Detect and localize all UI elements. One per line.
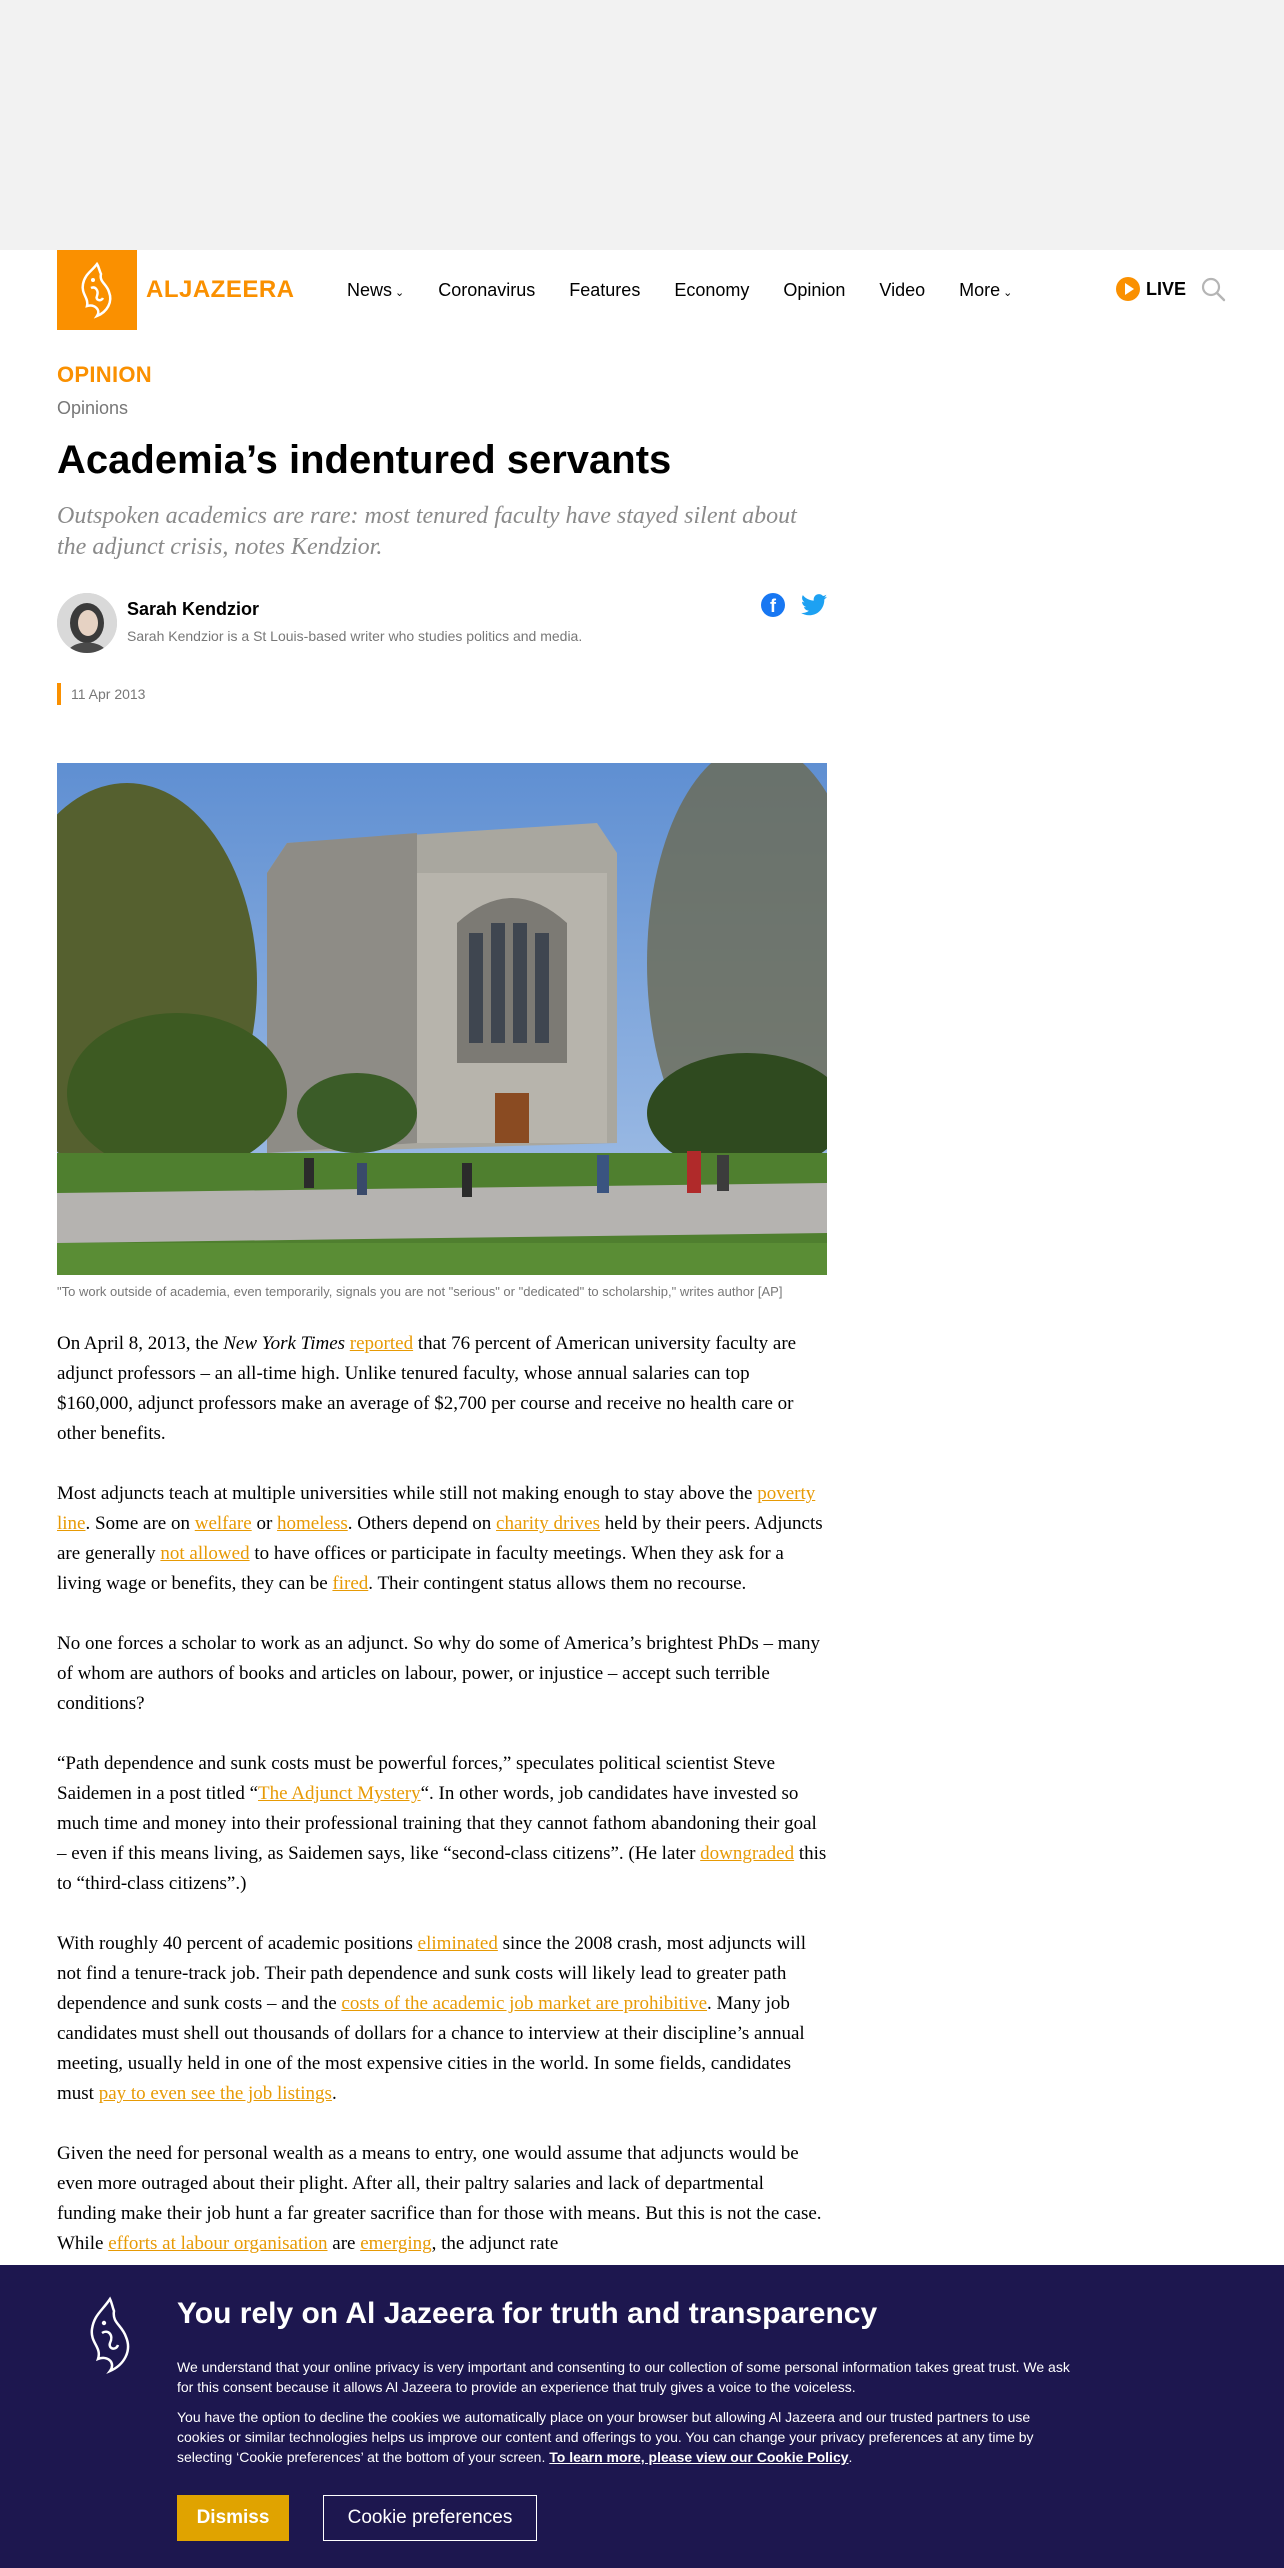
- publish-date: 11 Apr 2013: [57, 683, 827, 705]
- hero-image: [57, 763, 827, 1275]
- paragraph-text: No one forces a scholar to work as an adjunct. So why do some of America’s brightest PhDs – many of whom are authors of books and articles on labour, power, or injustice – accept such terrible conditions?: [57, 1633, 821, 1715]
- cookie-banner-text-options: [177, 2407, 1077, 2467]
- article-paragraph: [57, 1629, 827, 1719]
- cookie-banner: [0, 2265, 1284, 2568]
- cookie-preferences-button[interactable]: Cookie preferences: [323, 2495, 537, 2541]
- inline-link[interactable]: homeless: [277, 1513, 348, 1535]
- dismiss-button[interactable]: Dismiss: [177, 2495, 289, 2541]
- article-paragraph: [57, 1479, 827, 1599]
- paragraph-text: , the adjunct rate: [431, 2233, 559, 2255]
- cookie-banner-text: We understand that your online privacy is very important and consenting to our collection of some personal information takes great trust. We ask for this consent because it allows Al Jazeera to provide an experience that truly gives a voice to the voiceless.: [177, 2359, 1070, 2395]
- aljazeera-logo[interactable]: [57, 250, 137, 330]
- inline-link[interactable]: welfare: [194, 1513, 252, 1535]
- inline-link[interactable]: charity drives: [496, 1513, 600, 1535]
- nav-item-label: Coronavirus: [438, 280, 536, 300]
- paragraph-text: Most adjuncts teach at multiple universities while still not making enough to stay above the: [57, 1483, 758, 1505]
- chevron-down-icon: ⌄: [1003, 287, 1013, 299]
- paragraph-text: On April 8, 2013, the: [57, 1333, 224, 1355]
- inline-link[interactable]: reported: [349, 1333, 414, 1355]
- inline-link[interactable]: eliminated: [417, 1933, 498, 1955]
- campus-building-photo: [57, 763, 827, 1275]
- paragraph-text: “. In other words, job candidates have invested so much time and money into their professional training that they cannot fathom abandoning their goal – even if this means living, as Saidemen says, like “second-class citizens”. (He later: [57, 1783, 817, 1865]
- nav-item-label: Economy: [674, 280, 750, 300]
- article: [57, 362, 827, 2289]
- inline-link[interactable]: downgraded: [700, 1843, 795, 1865]
- paragraph-text: are: [327, 2233, 361, 2255]
- nav-item-news[interactable]: [347, 280, 404, 301]
- page-title: Academia’s indentured servants: [57, 438, 672, 482]
- paragraph-text: .: [331, 2083, 337, 2105]
- ad-slot: [0, 0, 1284, 250]
- inline-link[interactable]: fired: [332, 1573, 369, 1595]
- inline-link[interactable]: pay to even see the job listings: [98, 2083, 332, 2105]
- nav-item-economy[interactable]: [674, 280, 749, 301]
- paragraph-text: . Others depend on: [347, 1513, 497, 1535]
- chevron-down-icon: ⌄: [395, 287, 405, 299]
- inline-link[interactable]: poverty line: [57, 1483, 816, 1535]
- italic-text: New York Times: [223, 1333, 346, 1355]
- nav-item-label: News: [347, 280, 393, 300]
- article-standfirst: Outspoken academics are rare: most tenured faculty have stayed silent about the adjunct crisis, notes Kendzior.: [57, 503, 797, 561]
- paragraph-text: With roughly 40 percent of academic positions: [57, 1933, 418, 1955]
- nav-item-video[interactable]: [879, 280, 925, 301]
- search-icon[interactable]: [1200, 276, 1226, 302]
- paragraph-text: since the 2008 crash, most adjuncts will not find a tenure-track job. Their path dependence and sunk costs will likely lead to greater path dependence and sunk costs – and the: [57, 1933, 807, 2015]
- nav-item-label: More: [959, 280, 1001, 300]
- inline-link[interactable]: not allowed: [160, 1543, 250, 1565]
- author-bio: Sarah Kendzior is a St Louis-based writer who studies politics and media.: [127, 628, 583, 645]
- nav-item-opinion[interactable]: [783, 280, 845, 301]
- nav-item-features[interactable]: [569, 280, 640, 301]
- paragraph-text: . Many job candidates must shell out thousands of dollars for a chance to interview at their discipline’s annual meeting, usually held in one of the most expensive cities in the world. In some fields, candidates must: [57, 1993, 805, 2105]
- paragraph-text: . Some are on: [85, 1513, 195, 1535]
- cookie-options-end: .: [848, 2449, 853, 2465]
- nav-item-label: Video: [879, 280, 926, 300]
- paragraph-text: held by their peers. Adjuncts are generally: [57, 1513, 823, 1565]
- article-body: [57, 1329, 827, 2259]
- paragraph-text: . Their contingent status allows them no recourse.: [368, 1573, 747, 1595]
- nav-item-label: Features: [569, 280, 641, 300]
- article-paragraph: [57, 1929, 827, 2109]
- aljazeera-emblem-icon: [84, 2295, 136, 2375]
- avatar[interactable]: [57, 593, 117, 653]
- article-paragraph: [57, 2139, 827, 2259]
- byline: [57, 593, 827, 655]
- paragraph-text: “Path dependence and sunk costs must be powerful forces,” speculates political scientist Steve Saidemen in a post titled “: [57, 1753, 776, 1805]
- paragraph-text: to have offices or participate in faculty meetings. When they ask for a living wage or benefits, they can be: [57, 1543, 784, 1595]
- inline-link[interactable]: costs of the academic job market are prohibitive: [341, 1993, 708, 2015]
- nav-item-more[interactable]: [959, 280, 1012, 301]
- live-label: LIVE: [1146, 278, 1187, 299]
- aljazeera-emblem-icon: [71, 260, 123, 320]
- facebook-icon[interactable]: f: [761, 593, 785, 617]
- paragraph-text: Given the need for personal wealth as a means to entry, one would assume that adjuncts would be even more outraged about their plight. After all, their paltry salaries and lack of departmental funding make their job hunt a far greater sacrifice than for those with means. But this is not the case. While: [57, 2143, 822, 2255]
- paragraph-text: this to “third-class citizens”.): [57, 1843, 827, 1895]
- cookie-options-text: You have the option to decline the cookies we automatically place on your browser but allowing Al Jazeera and our trusted partners to use cookies or similar technologies helps us improve our content and offerings to you. You can change your privacy preferences at any time by selecting ‘Cookie preferences’ at the bottom of your screen.: [177, 2409, 1034, 2465]
- section-subkicker[interactable]: Opinions: [57, 398, 129, 418]
- inline-link[interactable]: efforts at labour organisation: [108, 2233, 328, 2255]
- nav-item-coronavirus[interactable]: [438, 280, 535, 301]
- image-caption: "To work outside of academia, even temporarily, signals you are not "serious" or "dedicated" to scholarship," writes author [AP]: [57, 1284, 783, 1300]
- paragraph-text: or: [251, 1513, 278, 1535]
- main-nav: [347, 280, 1046, 301]
- site-header: [0, 250, 1284, 330]
- paragraph-text: that 76 percent of American university faculty are adjunct professors – an all-time high. Unlike tenured faculty, whose annual salaries can top $160,000, adjunct professors make an average of $2,700 per course and receive no health care or other benefits.: [57, 1333, 797, 1445]
- nav-item-label: Opinion: [783, 280, 846, 300]
- cookie-policy-link[interactable]: To learn more, please view our Cookie Policy: [549, 2449, 849, 2465]
- section-kicker[interactable]: OPINION: [57, 362, 152, 387]
- play-icon: [1116, 277, 1140, 301]
- inline-link[interactable]: emerging: [360, 2233, 432, 2255]
- inline-link[interactable]: The Adjunct Mystery: [258, 1783, 421, 1805]
- author-portrait-icon: [57, 593, 117, 653]
- cookie-banner-title: You rely on Al Jazeera for truth and transparency: [177, 2297, 878, 2330]
- twitter-icon[interactable]: [801, 593, 827, 617]
- author-name[interactable]: Sarah Kendzior: [127, 599, 260, 620]
- share-buttons: [761, 593, 827, 617]
- article-paragraph: [57, 1749, 827, 1899]
- brand-wordmark[interactable]: ALJAZEERA: [146, 276, 295, 303]
- live-button[interactable]: [1116, 277, 1186, 301]
- article-paragraph: [57, 1329, 827, 1449]
